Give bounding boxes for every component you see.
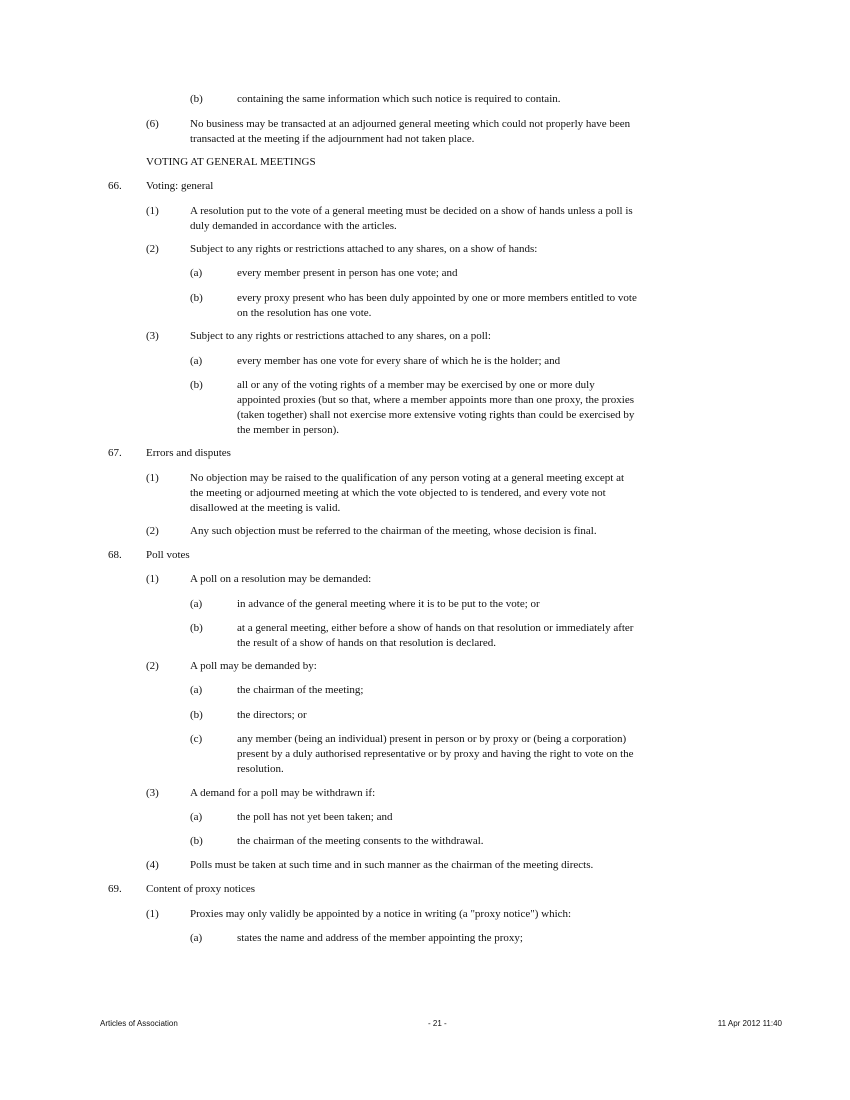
clause-text-line: the chairman of the meeting;: [237, 684, 364, 696]
clause-number: (1): [146, 472, 159, 484]
clause-number: (1): [146, 205, 159, 217]
clause-number: 69.: [108, 883, 122, 895]
footer-page-number: - 21 -: [428, 1019, 447, 1028]
clause-number: 67.: [108, 447, 122, 459]
clause-number: 68.: [108, 549, 122, 561]
clause-text-line: every proxy present who has been duly appointed by one or more members entitled to vote: [237, 292, 637, 304]
clause-number: (2): [146, 525, 159, 537]
clause-number: (3): [146, 330, 159, 342]
clause-number: (6): [146, 118, 159, 130]
clause-text-line: all or any of the voting rights of a member may be exercised by one or more duly: [237, 379, 595, 391]
footer-document-title: Articles of Association: [100, 1019, 178, 1028]
clause-text-line: every member present in person has one vote; and: [237, 267, 458, 279]
clause-text-line: every member has one vote for every share of which he is the holder; and: [237, 355, 561, 367]
footer-timestamp: 11 Apr 2012 11:40: [717, 1019, 782, 1028]
clause-text-line: A resolution put to the vote of a general meeting must be decided on a show of hands unless a poll is: [190, 205, 633, 217]
clause-number: (b): [190, 292, 203, 304]
clause-text-line: duly demanded in accordance with the articles.: [190, 220, 397, 232]
clause-text-line: disallowed at the meeting is valid.: [190, 502, 341, 514]
clause-number: (b): [190, 709, 203, 721]
clause-text-line: the member in person).: [237, 424, 340, 436]
clause-number: (a): [190, 811, 203, 823]
clause-number: (b): [190, 93, 203, 105]
clause-number: (b): [190, 835, 203, 847]
clause-text-line: present by a duly authorised representative or by proxy and having the right to vote on the: [237, 748, 634, 760]
clause-text-line: Any such objection must be referred to the chairman of the meeting, whose decision is final.: [190, 525, 597, 537]
clause-number: (b): [190, 622, 203, 634]
clause-text-line: Proxies may only validly be appointed by a notice in writing (a "proxy notice") which:: [190, 908, 572, 920]
clause-number: (c): [190, 733, 203, 745]
clause-text-line: A poll may be demanded by:: [190, 660, 317, 672]
clause-text-line: No business may be transacted at an adjourned general meeting which could not properly have been: [190, 118, 631, 130]
clause-text-line: Content of proxy notices: [146, 883, 256, 895]
clause-text-line: A poll on a resolution may be demanded:: [190, 573, 372, 585]
clause-number: (a): [190, 932, 203, 944]
clause-text-line: the chairman of the meeting consents to the withdrawal.: [237, 835, 484, 847]
clause-number: 66.: [108, 180, 122, 192]
clause-text-line: any member (being an individual) present in person or by proxy or (being a corporation): [237, 733, 627, 745]
clause-number: (2): [146, 243, 159, 255]
clause-text-line: at a general meeting, either before a show of hands on that resolution or immediately after: [237, 622, 634, 634]
clause-number: (3): [146, 787, 159, 799]
clause-text-line: containing the same information which such notice is required to contain.: [237, 93, 561, 105]
section-heading: VOTING AT GENERAL MEETINGS: [146, 156, 316, 168]
clause-text-line: Errors and disputes: [146, 447, 231, 459]
clause-text-line: the meeting or adjourned meeting at which the vote objected to is tendered, and every vote not: [190, 487, 606, 499]
clause-number: (a): [190, 598, 203, 610]
clause-number: (b): [190, 379, 203, 391]
clause-number: (1): [146, 573, 159, 585]
clause-text-line: resolution.: [237, 763, 284, 775]
clause-text-line: appointed proxies (but so that, where a member appoints more than one proxy, the proxies: [237, 394, 635, 406]
clause-text-line: Polls must be taken at such time and in such manner as the chairman of the meeting directs.: [190, 859, 594, 871]
clause-text-line: A demand for a poll may be withdrawn if:: [190, 787, 376, 799]
clause-text-line: Subject to any rights or restrictions attached to any shares, on a poll:: [190, 330, 491, 342]
clause-text-line: on the resolution has one vote.: [237, 307, 372, 319]
clause-text-line: Voting: general: [146, 180, 214, 192]
clause-text-line: transacted at the meeting if the adjournment had not taken place.: [190, 133, 475, 145]
clause-number: (a): [190, 355, 203, 367]
clause-text-line: the poll has not yet been taken; and: [237, 811, 393, 823]
clause-text-line: Poll votes: [146, 549, 190, 561]
clause-number: (a): [190, 684, 203, 696]
clause-text-line: Subject to any rights or restrictions attached to any shares, on a show of hands:: [190, 243, 538, 255]
clause-text-line: No objection may be raised to the qualification of any person voting at a general meeting except at: [190, 472, 625, 484]
clause-number: (1): [146, 908, 159, 920]
clause-text-line: states the name and address of the member appointing the proxy;: [237, 932, 523, 944]
clause-text-line: (taken together) shall not exercise more extensive voting rights than could be exercised by: [237, 409, 635, 421]
clause-text-line: the directors; or: [237, 709, 307, 721]
clause-number: (4): [146, 859, 159, 871]
clause-number: (2): [146, 660, 159, 672]
clause-number: (a): [190, 267, 203, 279]
clause-text-line: in advance of the general meeting where it is to be put to the vote; or: [237, 598, 540, 610]
clause-text-line: the result of a show of hands on that resolution is declared.: [237, 637, 497, 649]
